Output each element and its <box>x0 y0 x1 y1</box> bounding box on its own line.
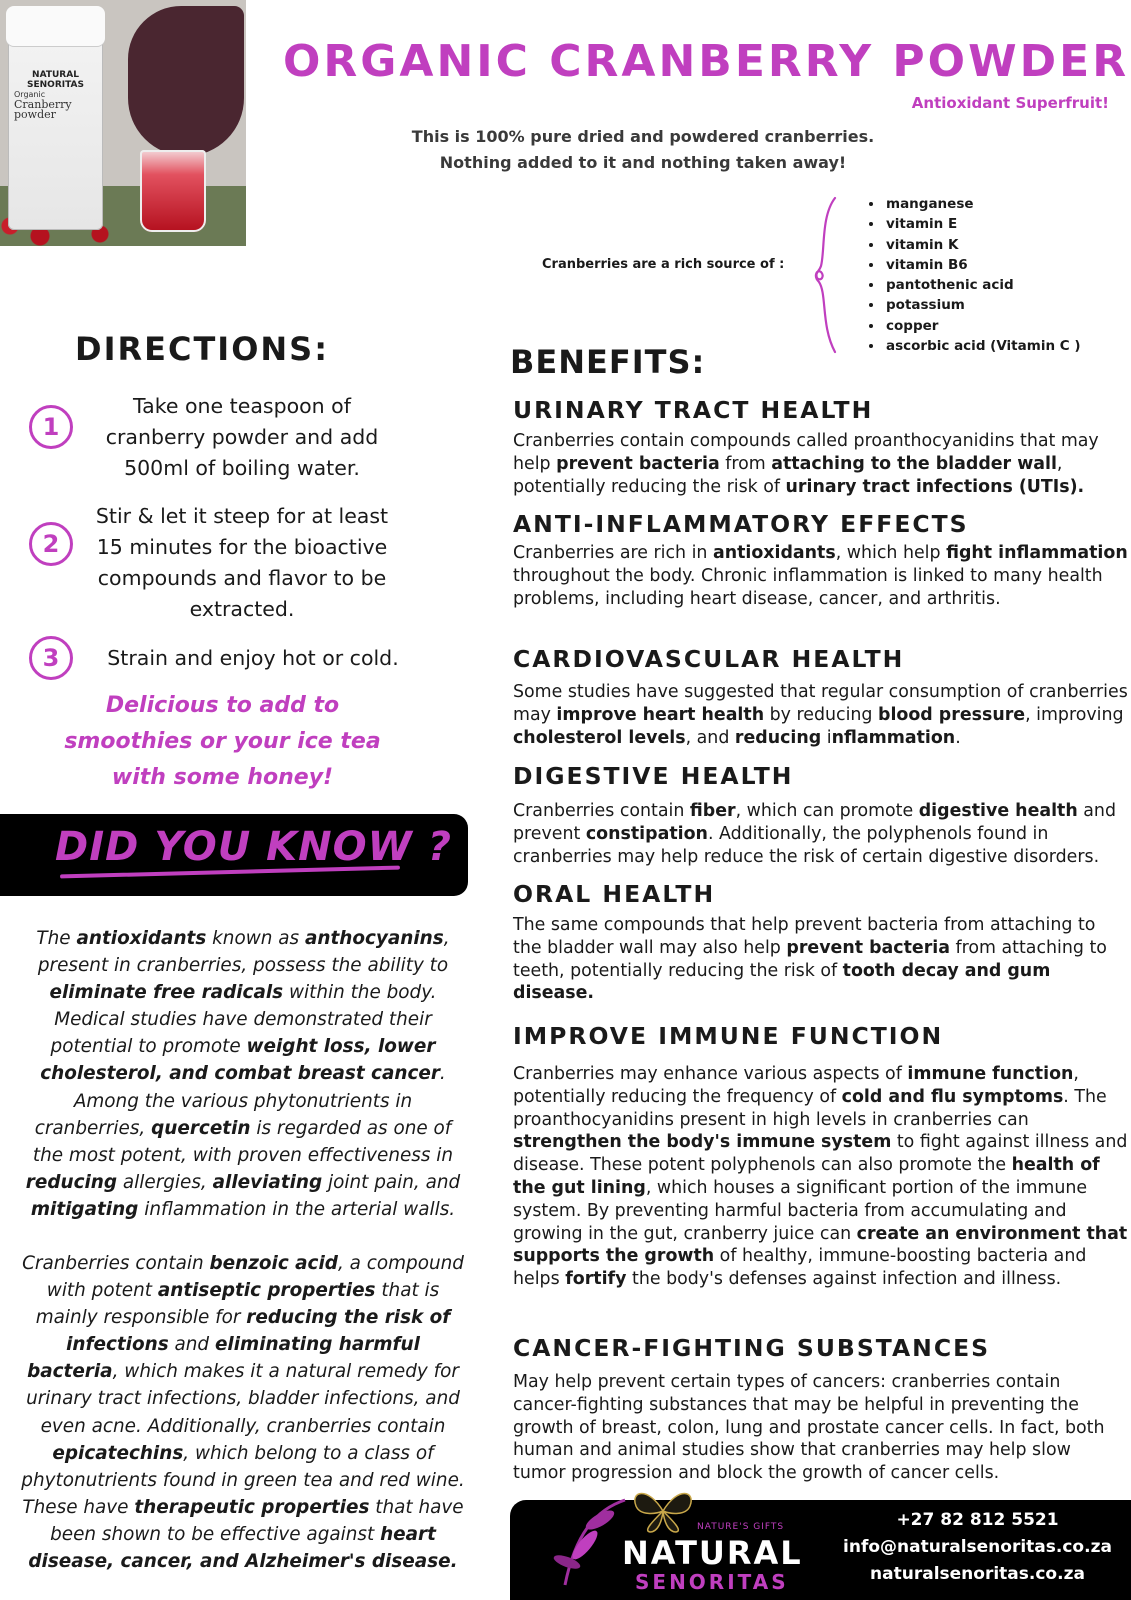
nutrient-item: • potassium <box>884 295 1081 315</box>
footer-logo-tagline: NATURE'S GIFTS <box>697 1522 785 1532</box>
step-1-number-icon: 1 <box>29 405 73 449</box>
bracket-swirl-icon <box>813 196 841 356</box>
powder-tub-image <box>128 6 244 156</box>
step-1-text: Take one teaspoon of cranberry powder and add 500ml of boiling water. <box>105 394 379 480</box>
page-title: ORGANIC CRANBERRY POWDER <box>283 36 1130 87</box>
nutrients-label: Cranberries are a rich source of : <box>542 257 785 272</box>
footer-logo-sub: SENORITAS <box>635 1570 789 1594</box>
footer-website[interactable]: naturalsenoritas.co.za <box>870 1564 1085 1584</box>
nutrient-item: • pantothenic acid <box>884 275 1081 295</box>
step-3-number-icon: 3 <box>29 636 73 680</box>
jar-small-label: Organic <box>14 90 46 99</box>
benefit-title-cancer: CANCER-FIGHTING SUBSTANCES <box>513 1334 991 1362</box>
benefit-text-immune: Cranberries may enhance various aspects of immune function, potentially reducing the frequency of cold and flu symptoms. The proanthocyanidins present in high levels in cranberries can strengthen the body's immune system to fight against illness and disease. These potent polyphenols can also promote the health of the gut lining, which houses a significant portion of the immune system. By preventing harmful bacteria from accumulating and growing in the gut, cranberry juice can create an environment that supports the growth of healthy, immune-boosting bacteria and helps fortify the body's defenses against infection and illness. <box>513 1064 1128 1290</box>
did-you-know-paragraph-2: Cranberries contain benzoic acid, a compound with potent antiseptic properties that is mainly responsible for reducing the risk of infections and eliminating harmful bacteria, which makes it a natural remedy for urinary tract infections, bladder infections, and even acne. Additionally, cranberries contain epicatechins, which belong to a class of phytonutrients found in green tea and red wine. These have therapeutic properties that have been shown to be effective against heart disease, cancer, and Alzheimer's disease. <box>21 1253 465 1573</box>
benefit-text-urinary: Cranberries contain compounds called proanthocyanidins that may help prevent bacteria from attaching to the bladder wall, potentially reducing the risk of urinary tract infections (UTIs). <box>513 431 1099 497</box>
benefit-text-anti-inflammatory: Cranberries are rich in antioxidants, which help fight inflammation throughout the body. Chronic inflammation is linked to many health problems, including heart disease, cancer, and arthritis. <box>513 543 1128 609</box>
footer-phone[interactable]: +27 82 812 5521 <box>896 1510 1059 1530</box>
nutrient-item: • vitamin E <box>884 214 1081 234</box>
leaves-icon <box>545 1490 630 1590</box>
product-photo <box>0 0 246 246</box>
did-you-know-paragraph-1: The antioxidants known as anthocyanins, present in cranberries, possess the ability to eliminate free radicals within the body. Medical studies have demonstrated their potential to promote weight loss, lower cholesterol, and combat breast cancer. Among the various phytonutrients in cranberries, quercetin is regarded as one of the most potent, with proven effectiveness in reducing allergies, alleviating joint pain, and mitigating inflammation in the arterial walls. <box>25 928 461 1220</box>
step-2-number-icon: 2 <box>29 522 73 566</box>
benefit-title-urinary: URINARY TRACT HEALTH <box>513 396 874 424</box>
did-you-know-heading: DID YOU KNOW ? <box>55 824 452 870</box>
serving-note: Delicious to add to smoothies or your ice tea with some honey! <box>64 693 381 790</box>
nutrient-item: • ascorbic acid (Vitamin C ) <box>884 336 1081 356</box>
nutrient-item: • vitamin K <box>884 235 1081 255</box>
jar-product-label: Cranberry powder <box>14 98 72 121</box>
directions-heading: DIRECTIONS: <box>75 330 330 368</box>
intro-line-2: Nothing added to it and nothing taken away! <box>439 153 847 172</box>
step-3-text: Strain and enjoy hot or cold. <box>107 646 399 670</box>
benefit-title-cardiovascular: CARDIOVASCULAR HEALTH <box>513 645 905 673</box>
step-2-text: Stir & let it steep for at least 15 minutes for the bioactive compounds and flavor to be extracted. <box>95 504 389 621</box>
footer-logo-name: NATURAL <box>622 1534 803 1572</box>
benefit-text-oral: The same compounds that help prevent bacteria from attaching to the bladder wall may also help prevent bacteria from attaching to teeth, potentially reducing the risk of tooth decay and gum disease. <box>513 915 1107 1004</box>
footer-email[interactable]: info@naturalsenoritas.co.za <box>843 1537 1112 1557</box>
benefits-heading: BENEFITS: <box>510 343 706 381</box>
benefit-title-immune: IMPROVE IMMUNE FUNCTION <box>513 1022 944 1050</box>
intro-line-1: This is 100% pure dried and powdered cranberries. <box>411 127 875 146</box>
butterfly-icon <box>628 1486 698 1536</box>
benefit-title-anti-inflammatory: ANTI-INFLAMMATORY EFFECTS <box>513 510 969 538</box>
nutrient-item: • manganese <box>884 194 1081 214</box>
benefit-title-oral: ORAL HEALTH <box>513 880 716 908</box>
jar-image <box>8 10 103 230</box>
benefit-text-cardiovascular: Some studies have suggested that regular consumption of cranberries may improve heart health by reducing blood pressure, improving cholesterol levels, and reducing inflammation. <box>513 682 1128 748</box>
nutrient-item: • copper <box>884 316 1081 336</box>
benefit-text-cancer: May help prevent certain types of cancers: cranberries contain cancer-fighting substances that may be helpful in preventing the growth of breast, colon, lung and prostate cancer cells. In fact, both human and animal studies show that cranberries may help slow tumor progression and block the growth of cancer cells. <box>513 1372 1105 1484</box>
nutrients-list <box>862 194 1081 356</box>
nutrient-item: • vitamin B6 <box>884 255 1081 275</box>
tagline: Antioxidant Superfruit! <box>911 94 1109 112</box>
benefit-title-digestive: DIGESTIVE HEALTH <box>513 762 794 790</box>
benefit-text-digestive: Cranberries contain fiber, which can promote digestive health and prevent constipation. Additionally, the polyphenols found in cranberries may help reduce the risk of certain digestive disorders. <box>513 801 1116 867</box>
cranberry-drink-image <box>140 150 206 232</box>
jar-brand: NATURAL SENORITAS <box>27 70 84 90</box>
